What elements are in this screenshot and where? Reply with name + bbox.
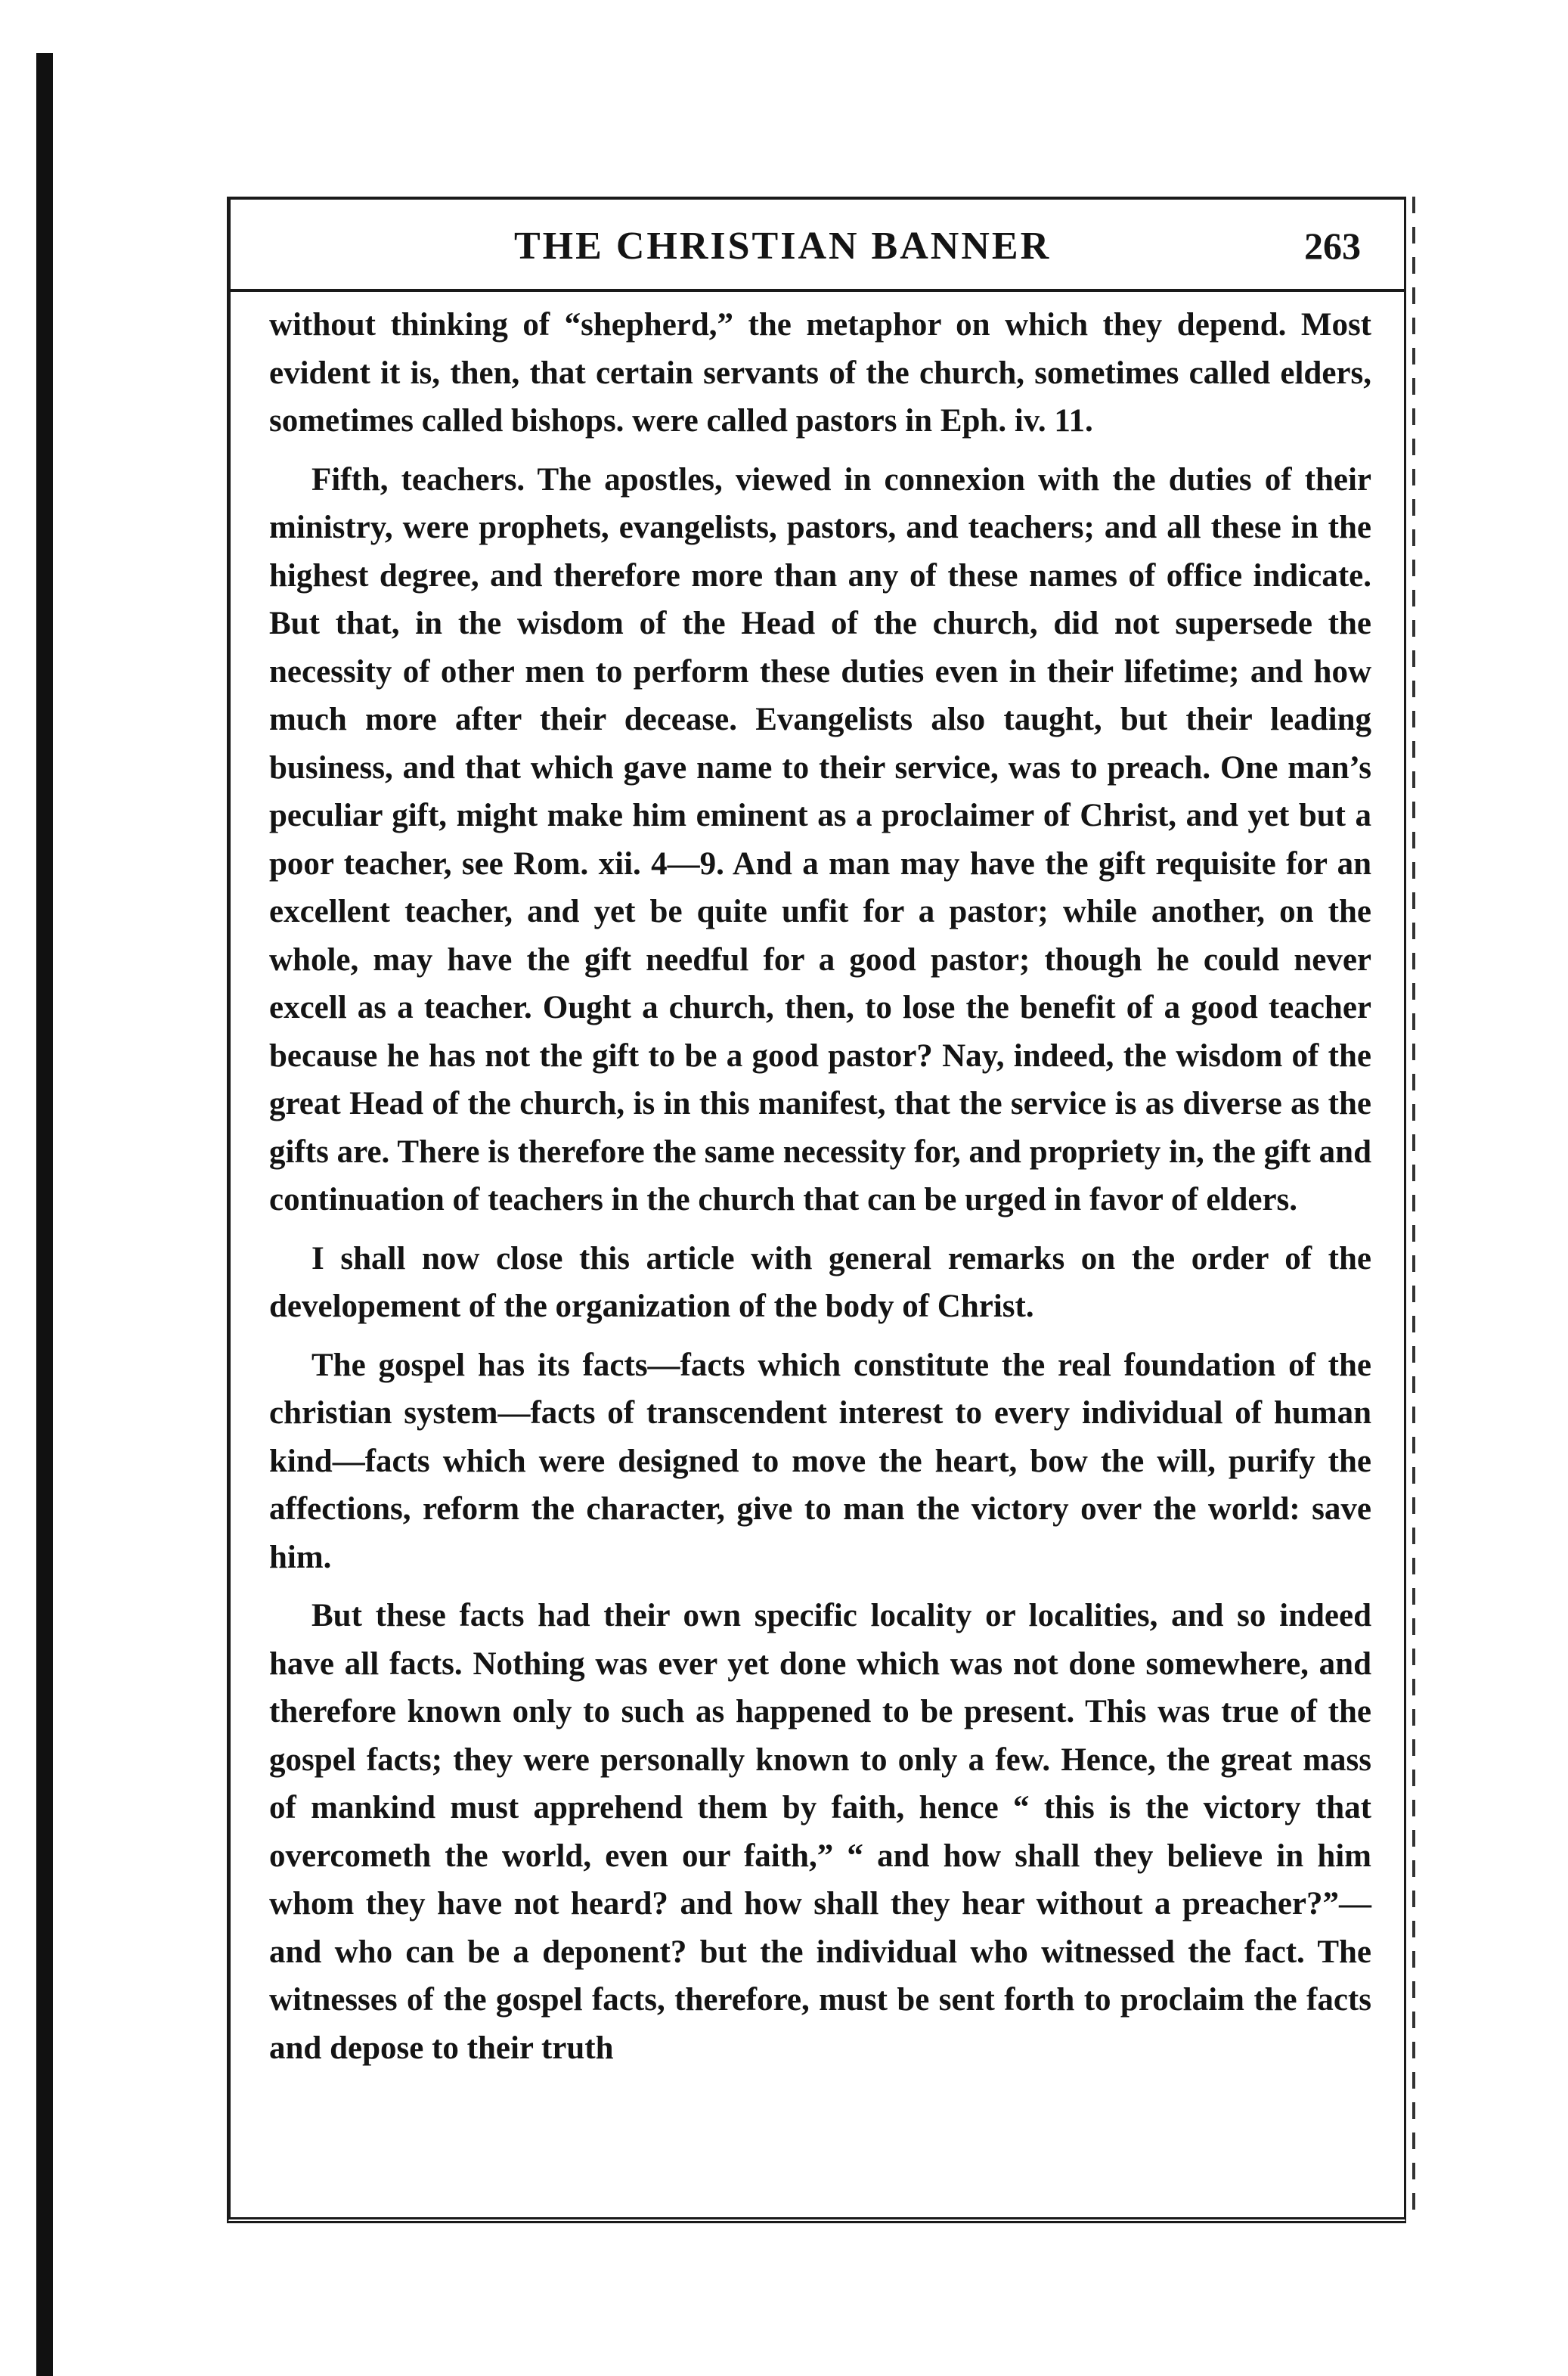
running-title: THE CHRISTIAN BANNER	[514, 225, 1052, 268]
right-margin-rule	[1412, 197, 1415, 2223]
page-header	[227, 219, 1406, 292]
paragraph: But these facts had their own specific locality or localities, and so indeed have all facts. Nothing was ever yet done which was not done somewhere, and therefore known only to such as happened to be present. This was true of the gospel facts; they were personally known to only a few. Hence, the great mass of mankind must apprehend them by faith, hence “ this is the victory that overcometh the world, even our faith,” “ and how shall they believe in him whom they have not heard? and how shall they hear without a preacher?”—and who can be a deponent? but the individual who witnessed the fact. The witnesses of the gospel facts, therefore, must be sent forth to proclaim the facts and depose to their truth	[269, 1598, 1371, 2066]
page-number: 263	[1304, 225, 1361, 267]
scan-margin-bar	[36, 53, 53, 2376]
paragraph: Fifth, teachers. The apostles, viewed in connexion with the duties of their ministry, were prophets, evangelists, pastors, and teachers; and all these in the highest degree, and therefore more than any of these names of office indicate. But that, in the wisdom of the Head of the church, did not supersede the necessity of other men to perform these duties even in their lifetime; and how much more after their decease. Evangelists also taught, but their leading business, and that which gave name to their service, was to preach. One man’s peculiar gift, might make him eminent as a proclaimer of Christ, and yet but a poor teacher, see Rom. xii. 4—9. And a man may have the gift requisite for an excellent teacher, and yet be quite unfit for a pastor; while another, on the whole, may have the gift needful for a good pastor; though he could never excell as a teacher. Ought a church, then, to lose the benefit of a good teacher because he has not the gift to be a good pastor? Nay, indeed, the wisdom of the great Head of the church, is in this manifest, that the service is as diverse as the gifts are. There is therefore the same necessity for, and propriety in, the gift and continuation of teachers in the church that can be urged in favor of elders.	[269, 461, 1371, 1217]
body-text	[269, 301, 1371, 2083]
paragraph: without thinking of “shepherd,” the metaphor on which they depend. Most evident it is, then, that certain servants of the church, sometimes called elders, sometimes called bishops. were called pastors in Eph. iv. 11.	[269, 307, 1371, 439]
paragraph: I shall now close this article with general remarks on the order of the developement of the organization of the body of Christ.	[269, 1240, 1371, 1324]
paragraph: The gospel has its facts—facts which constitute the real foundation of the christian system—facts of transcendent interest to every individual of human kind—facts which were designed to move the heart, bow the will, purify the affections, reform the character, give to man the victory over the world: save him.	[269, 1347, 1371, 1575]
